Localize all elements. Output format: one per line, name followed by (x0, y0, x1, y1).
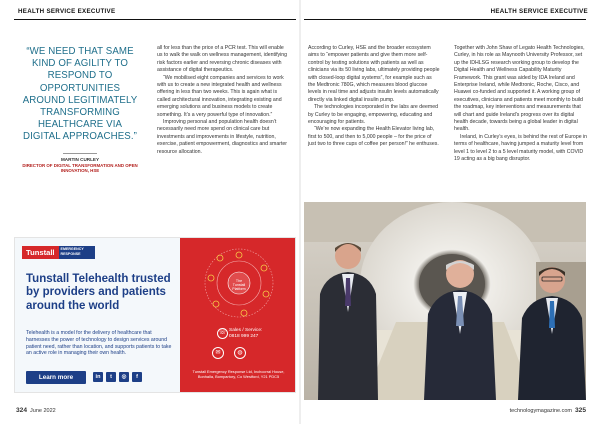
contact-phone[interactable]: 0818 999 247 (229, 334, 259, 340)
section-label-left: HEALTH SERVICE EXECUTIVE (18, 8, 116, 15)
folio-left (16, 407, 56, 414)
svg-text:The: The (235, 279, 243, 283)
paragraph: Improving personal and population health doesn’t necessarily need more spend on clinical care but investments and improvements in lifestyle, nutrition, exercise, patient empowerment, diagnostics and smarter resource allocation. (157, 119, 288, 155)
instagram-icon[interactable]: ◎ (119, 372, 129, 382)
pull-quote: “WE NEED THAT SAME KIND OF AGILITY TO RESPOND TO OPPORTUNITIES AROUND LEGITIMATELY TRANSFORMING HEALTHCARE VIA DIGITAL APPROACHES.” (22, 46, 138, 143)
pull-quote-name: MARTIN CURLEY (60, 157, 100, 162)
advert-headline: Tunstall Telehealth trusted by providers and patients around the world (26, 273, 171, 312)
pull-quote-divider (63, 153, 97, 154)
page-spine (299, 0, 301, 424)
logo-sub-text: EMERGENCY RESPONSE (59, 246, 95, 259)
svg-text:Tunstall: Tunstall (232, 283, 246, 287)
social-links (93, 372, 142, 382)
tunstall-advert[interactable] (14, 237, 296, 393)
tunstall-logo (22, 246, 95, 259)
folio-right (510, 407, 586, 414)
header-rule-right (304, 19, 586, 20)
advert-body: Telehealth is a model for the delivery of healthcare that harnesses the power of technology to design services around patient need, rather than location, and supports patients to take an active role in managing their own health. (26, 330, 172, 357)
section-label-right: HEALTH SERVICE EXECUTIVE (490, 8, 588, 15)
email-icon[interactable]: ✉ (212, 347, 224, 359)
contact-label: Sales / Service: (229, 328, 263, 333)
paragraph: Ireland, in Curley’s eyes, is behind the rest of Europe in terms of healthcare, having jumped a maturity level from level 1 to level 2 to a 5 level maturity model, with COVID 19 acting as a big bang disruptor. (454, 133, 588, 163)
header-rule-left (14, 19, 296, 20)
globe-icon[interactable]: ◍ (234, 347, 246, 359)
paragraph: “We’re now expanding the Health Elevator living lab, first to 500, and then to 5,000 people – for the price of just two to three cups of coffee per person!” he enthuses. (308, 126, 439, 148)
paragraph: all for less than the price of a PCR test. This will enable us to walk the walk on wellness management, identifying risk factors earlier and reversing chronic diseases with assistance of digital therapeutics. (157, 45, 288, 74)
linkedin-icon[interactable]: in (93, 372, 103, 382)
advert-contact-icons (212, 347, 246, 359)
svg-text:Platform: Platform (232, 287, 246, 291)
pull-quote-title: DIRECTOR OF DIGITAL TRANSFORMATION AND OPEN INNOVATION, HSE (22, 163, 138, 174)
advert-address: Tunstall Emergency Response Ltd, Inchcorral House, Bonhalla, Bompartory, Co Westford, Y21 PDC5 (192, 369, 285, 379)
logo-main-text: Tunstall (22, 246, 59, 259)
facebook-icon[interactable]: f (132, 372, 142, 382)
photo-three-men-scanner (304, 202, 586, 400)
advert-left-panel (15, 238, 180, 393)
paragraph: According to Curley, HSE and the broader ecosystem aims to “empower patients and give them more self-control by testing solutions with patients as well as clinicians via its 50 living labs, ultimately providing people with closed-loop digital systems”, for example such as the Medtronic 780G, which measures blood glucose levels in real time and adjusts insulin levels automatically directly via linked digital insulin pump. (308, 45, 440, 103)
learn-more-button[interactable]: Learn more (26, 371, 86, 384)
platform-diagram (202, 246, 276, 320)
page-number-right: 325 (574, 407, 586, 414)
site-url[interactable]: technologymagazine.com (509, 408, 572, 414)
article-column-3 (454, 45, 588, 164)
advert-right-panel (180, 238, 296, 393)
article-column-2 (308, 45, 440, 149)
phone-icon: ☏ (217, 328, 228, 339)
paragraph: The technologies incorporated in the labs are deemed by Curley to be engaging, empowering, educating and encouraging for patients. (308, 104, 439, 126)
issue-date: June 2022 (30, 408, 56, 414)
advert-contact (229, 328, 289, 340)
twitter-icon[interactable]: t (106, 372, 116, 382)
paragraph: Together with John Shaw of Legato Health Technologies, Curley, in his role as Maynooth University Professor, set up the IDHLSG research working group to develop the Digital Health and Wellness Capability Maturity Framework. This grant was aided by IDA Ireland and Enterprise Ireland, while Medtronic, Roche, Cisco, and Huawei co-funded and supported it. A working group of executives, clinicians and patients meet monthly to build the roadmap, key interventions and measurements that will chart and guide Ireland’s progress over its digital health decade, towards being a global leader in digital health. (454, 45, 585, 133)
page-number-left: 324 (16, 407, 28, 414)
article-column-1 (157, 45, 289, 156)
paragraph: “We mobilised eight companies and services to work with us to create a new integrated health and wellness offering in less than two weeks. This is again what is called architectural innovation, integrating existing and emerging solutions and business models to create something. It’s a very powerful type of innovation.” (157, 74, 284, 118)
